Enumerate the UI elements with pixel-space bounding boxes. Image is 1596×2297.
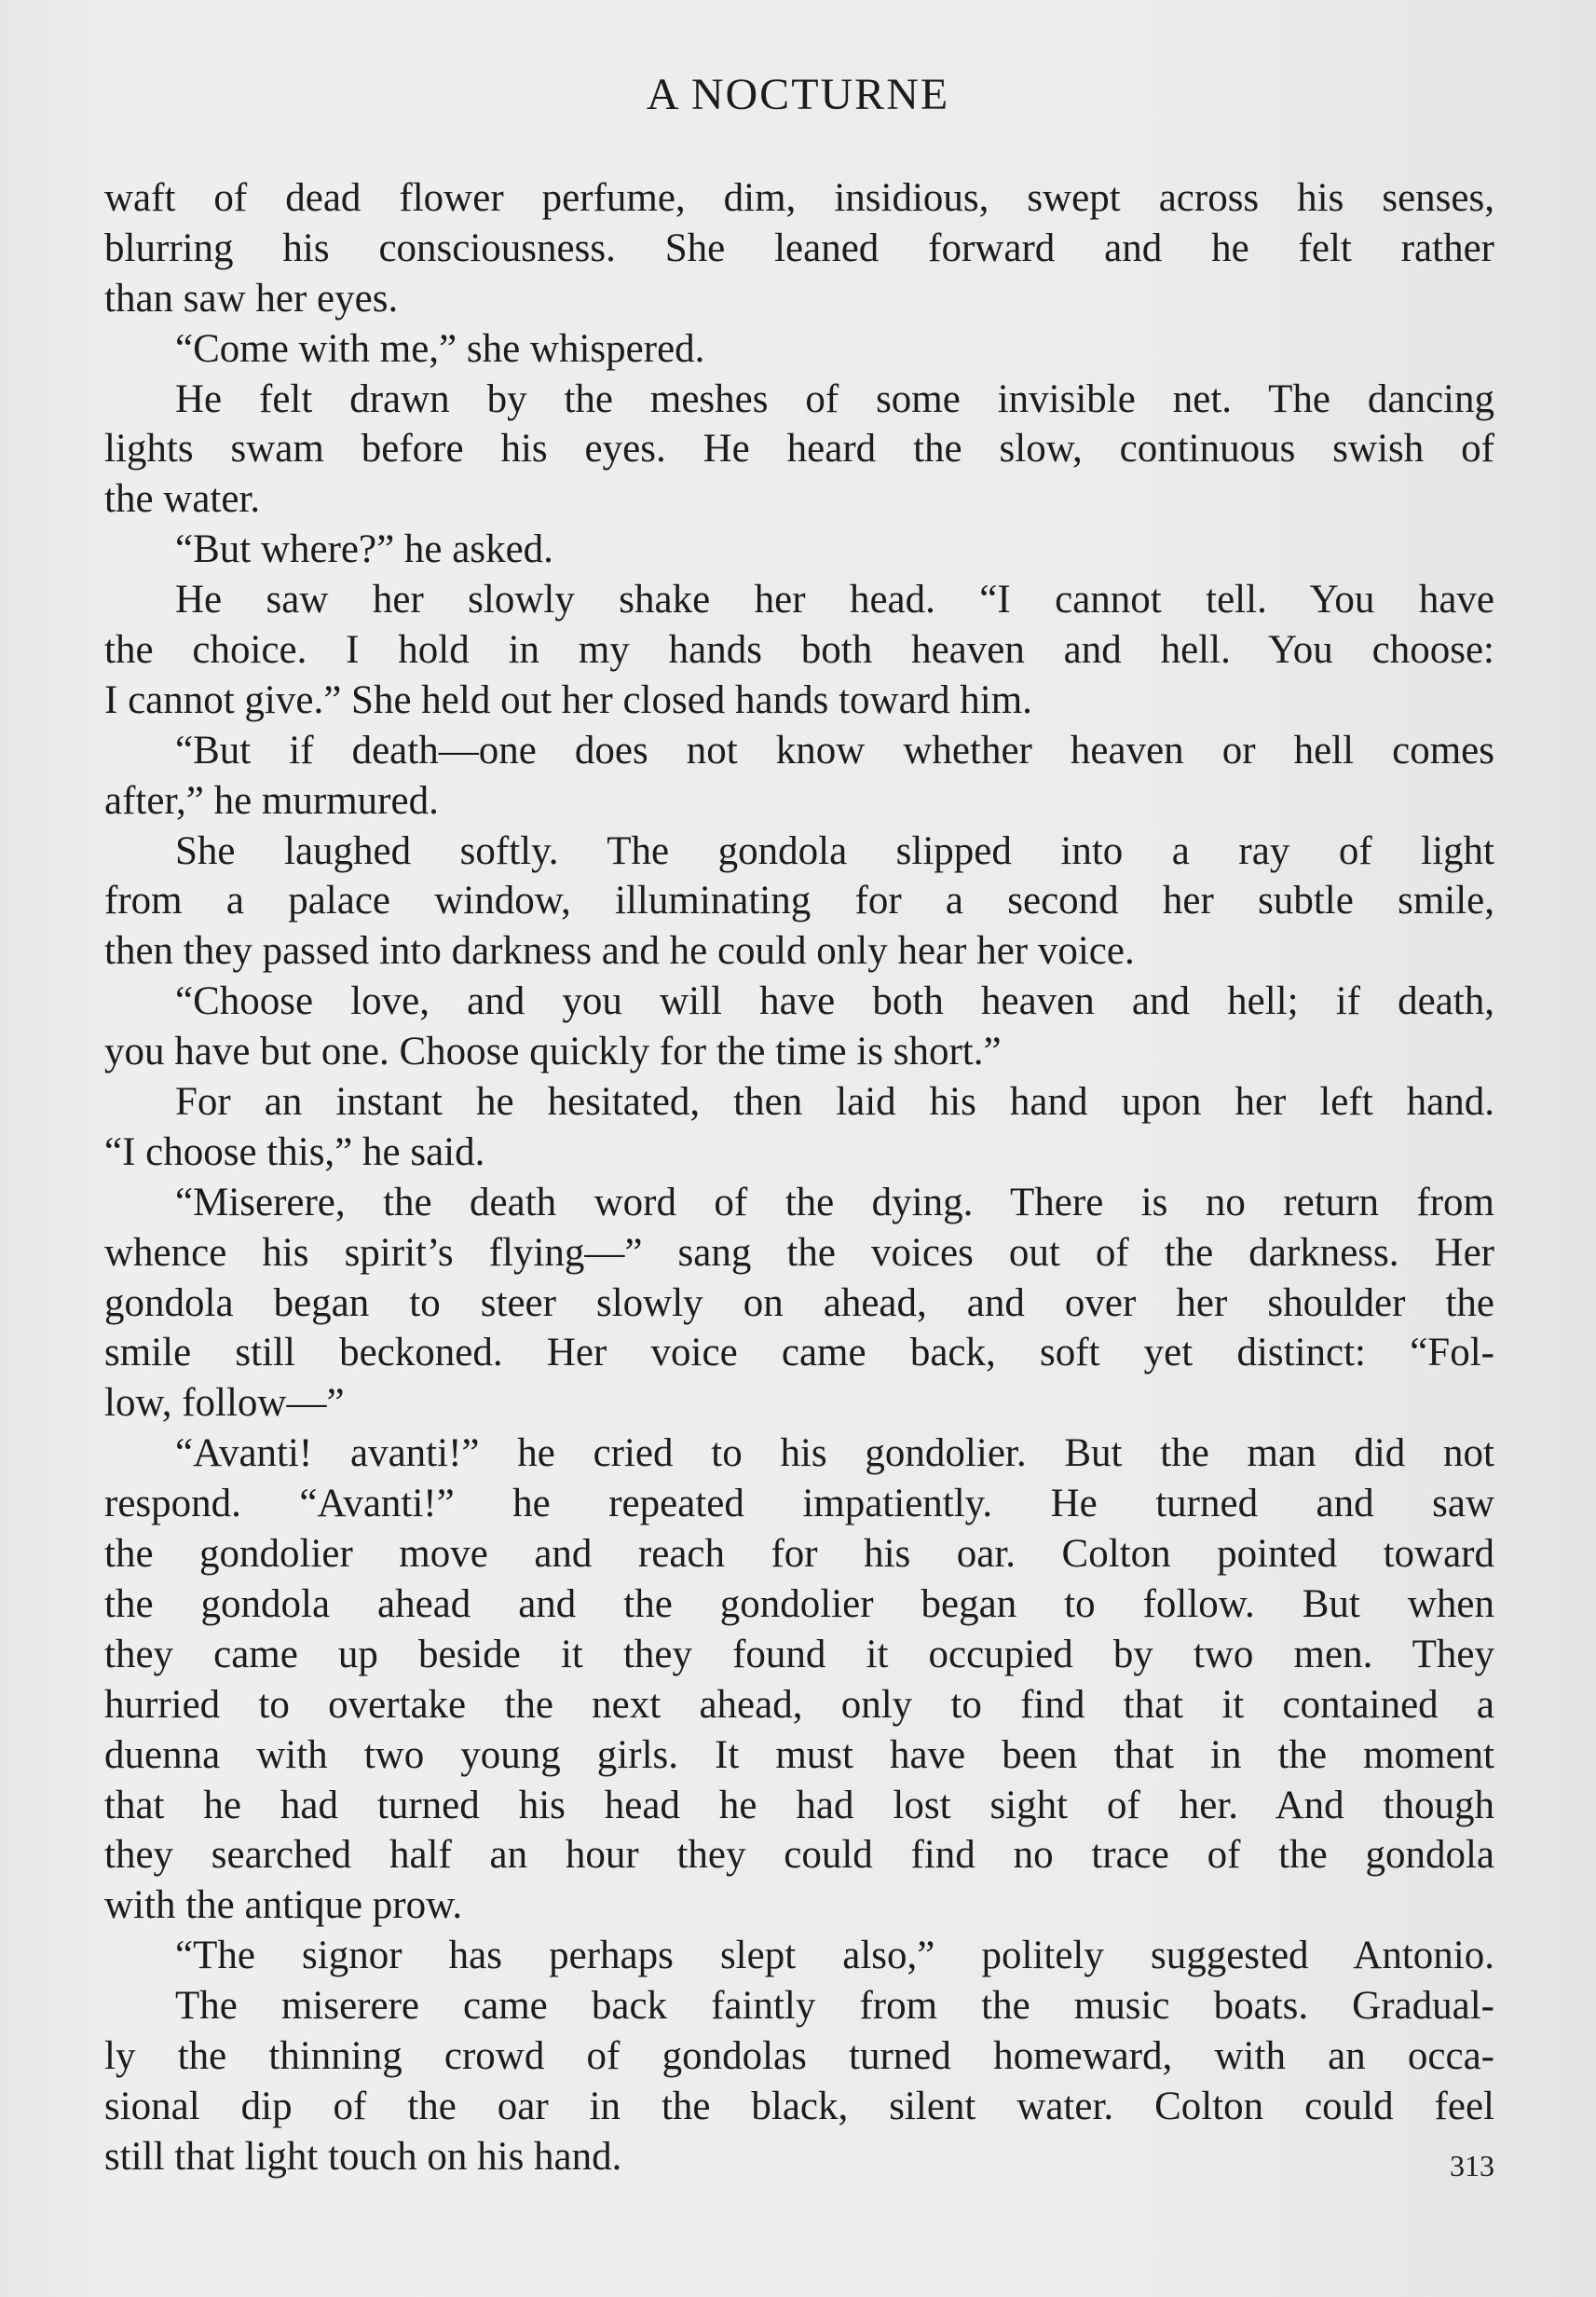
text-line: still that light touch on his hand. xyxy=(104,2134,622,2179)
text-line: “Miserere, the death word of the dying. There is no return from xyxy=(175,1180,1494,1224)
text-line: from a palace window, illuminating for a second her subtle smile, xyxy=(104,879,1494,923)
text-line: ly the thinning crowd of gondolas turned homeward, with an occa- xyxy=(104,2033,1494,2078)
text-line: after,” he murmured. xyxy=(104,778,439,823)
text-line: the gondola ahead and the gondolier began to follow. But when xyxy=(104,1581,1494,1626)
text-line: “Avanti! avanti!” he cried to his gondolier. But the man did not xyxy=(175,1431,1494,1476)
text-line: “I choose this,” he said. xyxy=(104,1129,485,1174)
text-line: duenna with two young girls. It must have been that in the moment xyxy=(104,1732,1494,1777)
text-line: waft of dead flower perfume, dim, insidious, swept across his senses, xyxy=(104,176,1494,220)
running-head: A NOCTURNE xyxy=(646,70,950,119)
text-line: the choice. I hold in my hands both heaven and hell. You choose: xyxy=(104,628,1494,673)
text-line: they searched half an hour they could find no trace of the gondola xyxy=(104,1833,1494,1878)
text-line: the water. xyxy=(104,477,261,522)
text-line: “Choose love, and you will have both heaven and hell; if death, xyxy=(175,979,1494,1024)
text-line: than saw her eyes. xyxy=(104,276,399,321)
text-line: smile still beckoned. Her voice came back, soft yet distinct: “Fol- xyxy=(104,1331,1494,1375)
text-line: low, follow—” xyxy=(104,1381,345,1426)
text-line: I cannot give.” She held out her closed hands toward him. xyxy=(104,677,1032,722)
text-line: they came up beside it they found it occupied by two men. They xyxy=(104,1632,1494,1676)
text-line: He felt drawn by the meshes of some invisible net. The dancing xyxy=(175,376,1494,421)
text-line: the gondolier move and reach for his oar. Colton pointed toward xyxy=(104,1532,1494,1577)
page-number: 313 xyxy=(1450,2149,1494,2182)
text-line: lights swam before his eyes. He heard the slow, continuous swish of xyxy=(104,427,1494,472)
text-line: you have but one. Choose quickly for the time is short.” xyxy=(104,1030,1002,1074)
text-line: gondola began to steer slowly on ahead, and over her shoulder the xyxy=(104,1280,1494,1325)
text-line: hurried to overtake the next ahead, only to find that it contained a xyxy=(104,1682,1494,1727)
text-line: He saw her slowly shake her head. “I cannot tell. You have xyxy=(175,578,1494,622)
body-text xyxy=(104,173,1494,2182)
text-line: The miserere came back faintly from the music boats. Gradual- xyxy=(175,1984,1494,2029)
text-line: blurring his consciousness. She leaned forward and he felt rather xyxy=(104,226,1494,270)
text-line: then they passed into darkness and he could only hear her voice. xyxy=(104,929,1135,974)
text-line: with the antique prow. xyxy=(104,1883,463,1928)
text-line: “But if death—one does not know whether heaven or hell comes xyxy=(175,728,1494,773)
text-line: “But where?” he asked. xyxy=(175,527,553,572)
text-line: respond. “Avanti!” he repeated impatiently. He turned and saw xyxy=(104,1482,1494,1526)
text-line: She laughed softly. The gondola slipped into a ray of light xyxy=(175,828,1494,873)
text-line: “Come with me,” she whispered. xyxy=(175,326,705,371)
text-line: sional dip of the oar in the black, silent water. Colton could feel xyxy=(104,2084,1494,2128)
text-line: For an instant he hesitated, then laid his hand upon her left hand. xyxy=(175,1080,1494,1125)
text-line: “The signor has perhaps slept also,” politely suggested Antonio. xyxy=(175,1934,1494,1978)
text-line: whence his spirit’s flying—” sang the voices out of the darkness. Her xyxy=(104,1230,1494,1275)
text-line: that he had turned his head he had lost sight of her. And though xyxy=(104,1783,1494,1827)
